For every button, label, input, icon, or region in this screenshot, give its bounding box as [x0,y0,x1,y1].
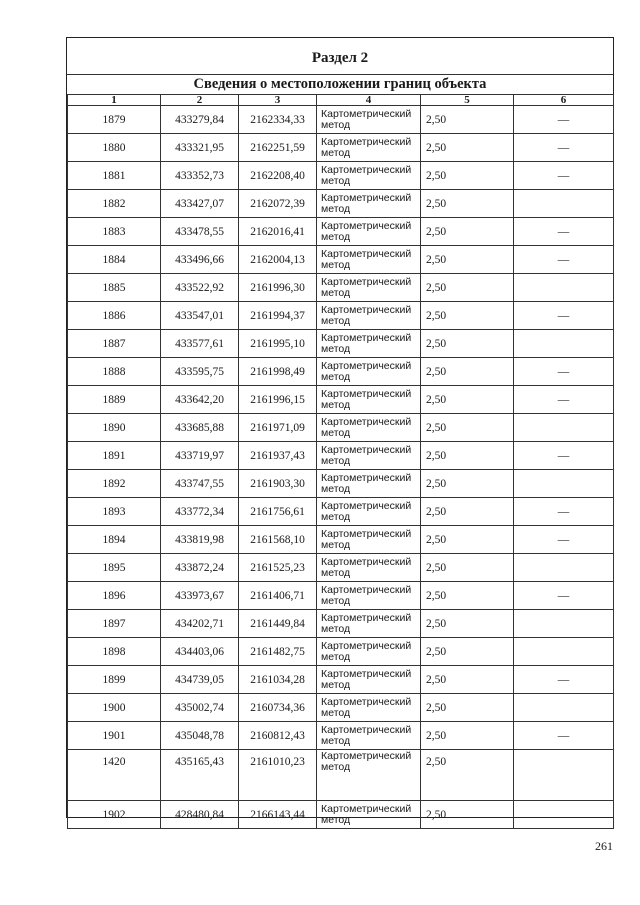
table-row [68,750,614,801]
note-cell [514,694,614,722]
point-number-cell: 1883 [68,218,161,246]
accuracy-cell: 2,50 [421,638,514,666]
note-cell: — [514,722,614,750]
accuracy-cell: 2,50 [421,554,514,582]
x-coordinate-cell: 434403,06 [161,638,239,666]
point-number-cell: 1901 [68,722,161,750]
x-coordinate-cell: 433747,55 [161,470,239,498]
column-header: 5 [421,95,514,106]
x-coordinate-cell: 433547,01 [161,302,239,330]
table-row [68,190,614,218]
section-subtitle: Сведения о местоположении границ объекта [67,74,613,95]
note-cell [514,801,614,829]
y-coordinate-cell: 2161010,23 [239,750,317,801]
x-coordinate-cell: 433279,84 [161,106,239,134]
note-cell: — [514,582,614,610]
point-number-cell: 1891 [68,442,161,470]
point-number-cell: 1881 [68,162,161,190]
section-title: Раздел 2 [67,38,613,75]
note-cell [514,190,614,218]
x-coordinate-cell: 434739,05 [161,666,239,694]
method-cell: Картометрический метод [317,330,421,358]
point-number-cell: 1882 [68,190,161,218]
point-number-cell: 1895 [68,554,161,582]
note-cell: — [514,162,614,190]
method-cell: Картометрический метод [317,358,421,386]
table-row [68,722,614,750]
method-cell: Картометрический метод [317,722,421,750]
note-cell [514,470,614,498]
document-sheet [66,37,614,826]
y-coordinate-cell: 2161996,15 [239,386,317,414]
x-coordinate-cell: 434202,71 [161,610,239,638]
method-cell: Картометрический метод [317,526,421,554]
table-row [68,638,614,666]
x-coordinate-cell: 433478,55 [161,218,239,246]
table-row [68,218,614,246]
x-coordinate-cell: 428480,84 [161,801,239,829]
accuracy-cell: 2,50 [421,694,514,722]
x-coordinate-cell: 433595,75 [161,358,239,386]
method-cell: Картометрический метод [317,162,421,190]
x-coordinate-cell: 433719,97 [161,442,239,470]
table-header-row [68,95,614,106]
accuracy-cell: 2,50 [421,442,514,470]
column-header: 6 [514,95,614,106]
table-row [68,246,614,274]
accuracy-cell: 2,50 [421,134,514,162]
y-coordinate-cell: 2161996,30 [239,274,317,302]
accuracy-cell: 2,50 [421,610,514,638]
accuracy-cell: 2,50 [421,526,514,554]
table-row [68,330,614,358]
table-row [68,694,614,722]
y-coordinate-cell: 2162016,41 [239,218,317,246]
column-header: 2 [161,95,239,106]
y-coordinate-cell: 2162251,59 [239,134,317,162]
note-cell [514,330,614,358]
y-coordinate-cell: 2161995,10 [239,330,317,358]
x-coordinate-cell: 433872,24 [161,554,239,582]
point-number-cell: 1902 [68,801,161,829]
point-number-cell: 1889 [68,386,161,414]
accuracy-cell: 2,50 [421,246,514,274]
method-cell: Картометрический метод [317,302,421,330]
method-cell: Картометрический метод [317,470,421,498]
point-number-cell: 1897 [68,610,161,638]
note-cell: — [514,106,614,134]
point-number-cell: 1896 [68,582,161,610]
x-coordinate-cell: 433522,92 [161,274,239,302]
point-number-cell: 1886 [68,302,161,330]
y-coordinate-cell: 2161998,49 [239,358,317,386]
accuracy-cell: 2,50 [421,498,514,526]
table-row [68,666,614,694]
table-row [68,442,614,470]
accuracy-cell: 2,50 [421,582,514,610]
accuracy-cell: 2,50 [421,106,514,134]
table-row [68,582,614,610]
y-coordinate-cell: 2162004,13 [239,246,317,274]
x-coordinate-cell: 433352,73 [161,162,239,190]
point-number-cell: 1890 [68,414,161,442]
y-coordinate-cell: 2162208,40 [239,162,317,190]
x-coordinate-cell: 433496,66 [161,246,239,274]
note-cell [514,414,614,442]
point-number-cell: 1879 [68,106,161,134]
page-number: 261 [595,839,613,853]
point-number-cell: 1893 [68,498,161,526]
method-cell: Картометрический метод [317,190,421,218]
note-cell: — [514,666,614,694]
method-cell: Картометрический метод [317,694,421,722]
table-row [68,134,614,162]
y-coordinate-cell: 2161971,09 [239,414,317,442]
accuracy-cell: 2,50 [421,218,514,246]
table-row [68,498,614,526]
note-cell: — [514,386,614,414]
note-cell [514,274,614,302]
method-cell: Картометрический метод [317,498,421,526]
y-coordinate-cell: 2160812,43 [239,722,317,750]
x-coordinate-cell: 433685,88 [161,414,239,442]
point-number-cell: 1887 [68,330,161,358]
y-coordinate-cell: 2162072,39 [239,190,317,218]
y-coordinate-cell: 2160734,36 [239,694,317,722]
method-cell: Картометрический метод [317,442,421,470]
table-body [68,106,614,829]
method-cell: Картометрический метод [317,801,421,829]
y-coordinate-cell: 2161449,84 [239,610,317,638]
table-row [68,106,614,134]
table-row [68,801,614,829]
point-number-cell: 1880 [68,134,161,162]
accuracy-cell: 2,50 [421,330,514,358]
accuracy-cell: 2,50 [421,750,514,801]
x-coordinate-cell: 433577,61 [161,330,239,358]
note-cell: — [514,526,614,554]
accuracy-cell: 2,50 [421,274,514,302]
table-row [68,470,614,498]
method-cell: Картометрический метод [317,750,421,801]
x-coordinate-cell: 435165,43 [161,750,239,801]
x-coordinate-cell: 433973,67 [161,582,239,610]
note-cell: — [514,358,614,386]
x-coordinate-cell: 433321,95 [161,134,239,162]
table-row [68,162,614,190]
point-number-cell: 1899 [68,666,161,694]
note-cell: — [514,218,614,246]
method-cell: Картометрический метод [317,246,421,274]
table-row [68,302,614,330]
accuracy-cell: 2,50 [421,722,514,750]
note-cell: — [514,134,614,162]
note-cell [514,554,614,582]
accuracy-cell: 2,50 [421,358,514,386]
note-cell: — [514,442,614,470]
accuracy-cell: 2,50 [421,162,514,190]
point-number-cell: 1420 [68,750,161,801]
method-cell: Картометрический метод [317,610,421,638]
y-coordinate-cell: 2161756,61 [239,498,317,526]
y-coordinate-cell: 2161903,30 [239,470,317,498]
x-coordinate-cell: 433772,34 [161,498,239,526]
accuracy-cell: 2,50 [421,302,514,330]
x-coordinate-cell: 433427,07 [161,190,239,218]
accuracy-cell: 2,50 [421,190,514,218]
method-cell: Картометрический метод [317,134,421,162]
y-coordinate-cell: 2161406,71 [239,582,317,610]
x-coordinate-cell: 433642,20 [161,386,239,414]
y-coordinate-cell: 2161937,43 [239,442,317,470]
point-number-cell: 1892 [68,470,161,498]
accuracy-cell: 2,50 [421,414,514,442]
column-header: 3 [239,95,317,106]
method-cell: Картометрический метод [317,666,421,694]
table-row [68,386,614,414]
note-cell: — [514,498,614,526]
y-coordinate-cell: 2161994,37 [239,302,317,330]
method-cell: Картометрический метод [317,386,421,414]
point-number-cell: 1898 [68,638,161,666]
y-coordinate-cell: 2161568,10 [239,526,317,554]
table-row [68,610,614,638]
note-cell [514,750,614,801]
accuracy-cell: 2,50 [421,666,514,694]
column-header: 1 [68,95,161,106]
accuracy-cell: 2,50 [421,801,514,829]
note-cell [514,638,614,666]
column-header: 4 [317,95,421,106]
x-coordinate-cell: 435002,74 [161,694,239,722]
point-number-cell: 1900 [68,694,161,722]
method-cell: Картометрический метод [317,554,421,582]
point-number-cell: 1884 [68,246,161,274]
boundary-coordinates-table [67,94,614,829]
method-cell: Картометрический метод [317,274,421,302]
method-cell: Картометрический метод [317,218,421,246]
table-row [68,358,614,386]
accuracy-cell: 2,50 [421,470,514,498]
y-coordinate-cell: 2161525,23 [239,554,317,582]
note-cell: — [514,246,614,274]
method-cell: Картометрический метод [317,582,421,610]
note-cell: — [514,302,614,330]
x-coordinate-cell: 435048,78 [161,722,239,750]
y-coordinate-cell: 2161482,75 [239,638,317,666]
method-cell: Картометрический метод [317,414,421,442]
point-number-cell: 1894 [68,526,161,554]
table-row [68,554,614,582]
y-coordinate-cell: 2162334,33 [239,106,317,134]
method-cell: Картометрический метод [317,106,421,134]
accuracy-cell: 2,50 [421,386,514,414]
y-coordinate-cell: 2166143,44 [239,801,317,829]
table-row [68,274,614,302]
x-coordinate-cell: 433819,98 [161,526,239,554]
method-cell: Картометрический метод [317,638,421,666]
note-cell [514,610,614,638]
y-coordinate-cell: 2161034,28 [239,666,317,694]
point-number-cell: 1888 [68,358,161,386]
table-row [68,526,614,554]
point-number-cell: 1885 [68,274,161,302]
table-row [68,414,614,442]
